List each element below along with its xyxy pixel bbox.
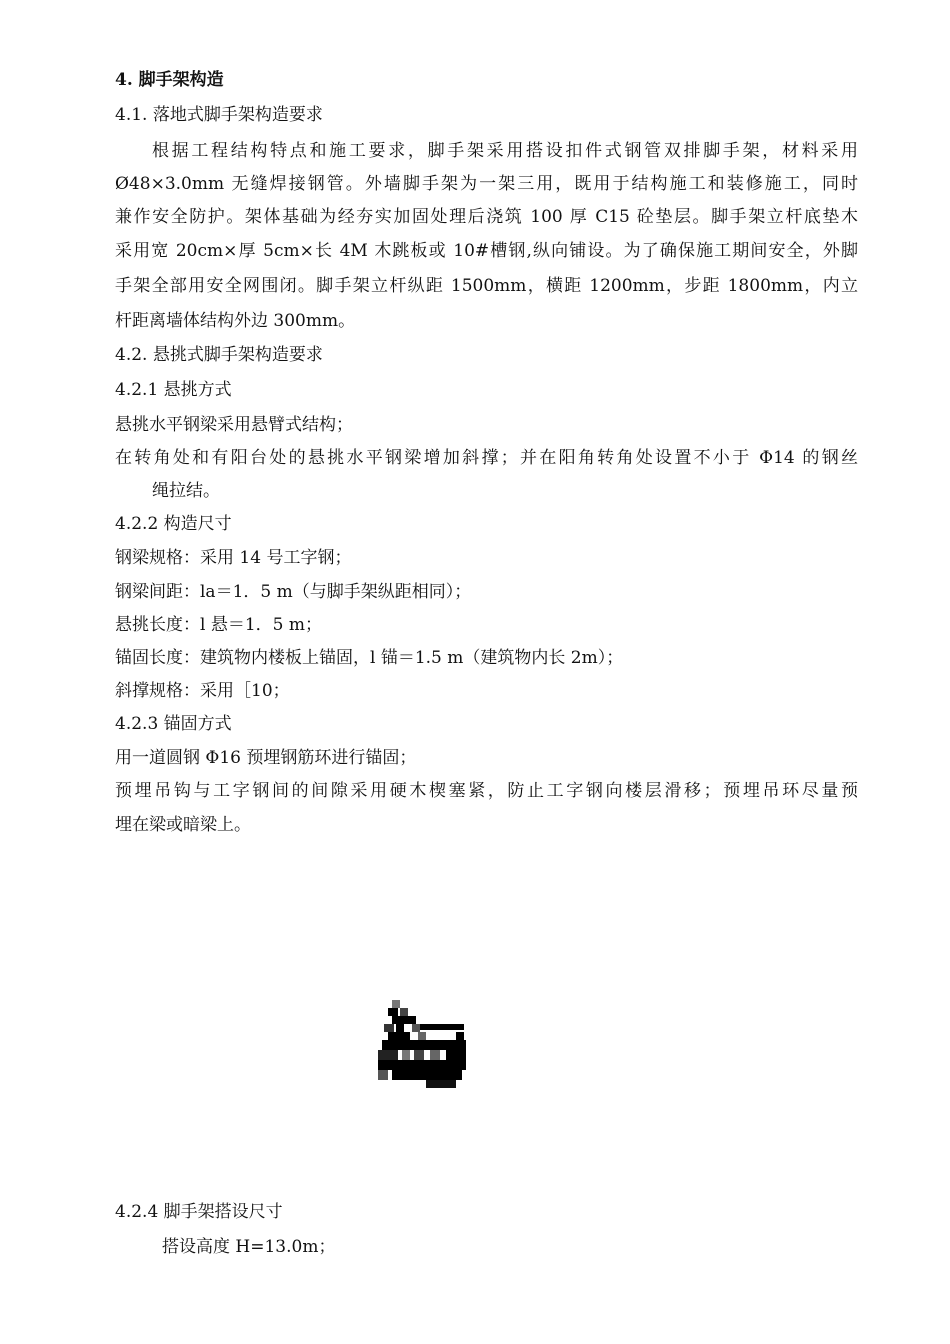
heading-4-2-1: 4.2.1 悬挑方式 [115,380,232,400]
paragraph-4-2-1-b-line-1: 在转角处和有阳台处的悬挑水平钢梁增加斜撑；并在阳角转角处设置不小于 Φ14 的钢丝 [115,448,858,468]
paragraph-4-2-3-a: 用一道圆钢 Φ16 预埋钢筋环进行锚固； [115,748,417,768]
paragraph-4-2-1-b-line-2: 绳拉结。 [152,481,220,501]
cantilever-figure-image [374,996,468,1096]
list-item-steel-beam-spec: 钢梁规格：采用 14 号工字钢； [115,548,352,568]
heading-4-2-2: 4.2.2 构造尺寸 [115,514,232,534]
paragraph-4-2-3-b-line-1: 预埋吊钩与工字钢间的间隙采用硬木楔塞紧，防止工字钢向楼层滑移；预埋吊环尽量预 [115,781,858,801]
paragraph-4-1-line-5: 手架全部用安全网围闭。脚手架立杆纵距 1500mm，横距 1200mm，步距 1800mm，内立 [115,276,858,296]
heading-4-1: 4.1. 落地式脚手架构造要求 [115,105,323,125]
heading-4-2-4: 4.2.4 脚手架搭设尺寸 [115,1202,283,1222]
paragraph-4-1-line-2: Ø48×3.0mm 无缝焊接钢管。外墙脚手架为一架三用，既用于结构施工和装修施工，同时 [115,174,858,194]
list-item-cantilever-length: 悬挑长度：l 悬＝1．5 m； [115,615,322,635]
paragraph-4-1-line-6: 杆距离墙体结构外边 300mm。 [115,311,356,331]
list-item-anchor-length: 锚固长度：建筑物内楼板上锚固，l 锚＝1.5 m（建筑物内长 2m）； [115,648,624,668]
paragraph-4-2-4-a: 搭设高度 H=13.0m； [162,1237,336,1257]
paragraph-4-2-1-a: 悬挑水平钢梁采用悬臂式结构； [115,415,353,435]
paragraph-4-2-3-b-line-2: 埋在梁或暗梁上。 [115,815,251,835]
heading-4-2: 4.2. 悬挑式脚手架构造要求 [115,345,323,365]
paragraph-4-1-line-4: 采用宽 20cm×厚 5cm×长 4M 木跳板或 10#槽钢,纵向铺设。为了确保施工期间安全，外脚 [115,241,858,261]
list-item-steel-beam-spacing: 钢梁间距：la＝1．5 m（与脚手架纵距相同）； [115,582,472,602]
list-item-brace-spec: 斜撑规格：采用［10； [115,681,290,701]
paragraph-4-1-line-1: 根据工程结构特点和施工要求，脚手架采用搭设扣件式钢管双排脚手架，材料采用 [152,141,858,161]
paragraph-4-1-line-3: 兼作安全防护。架体基础为经夯实加固处理后浇筑 100 厚 C15 砼垫层。脚手架立杆底垫木 [115,207,858,227]
heading-4: 4. 脚手架构造 [115,70,224,90]
heading-4-2-3: 4.2.3 锚固方式 [115,714,232,734]
